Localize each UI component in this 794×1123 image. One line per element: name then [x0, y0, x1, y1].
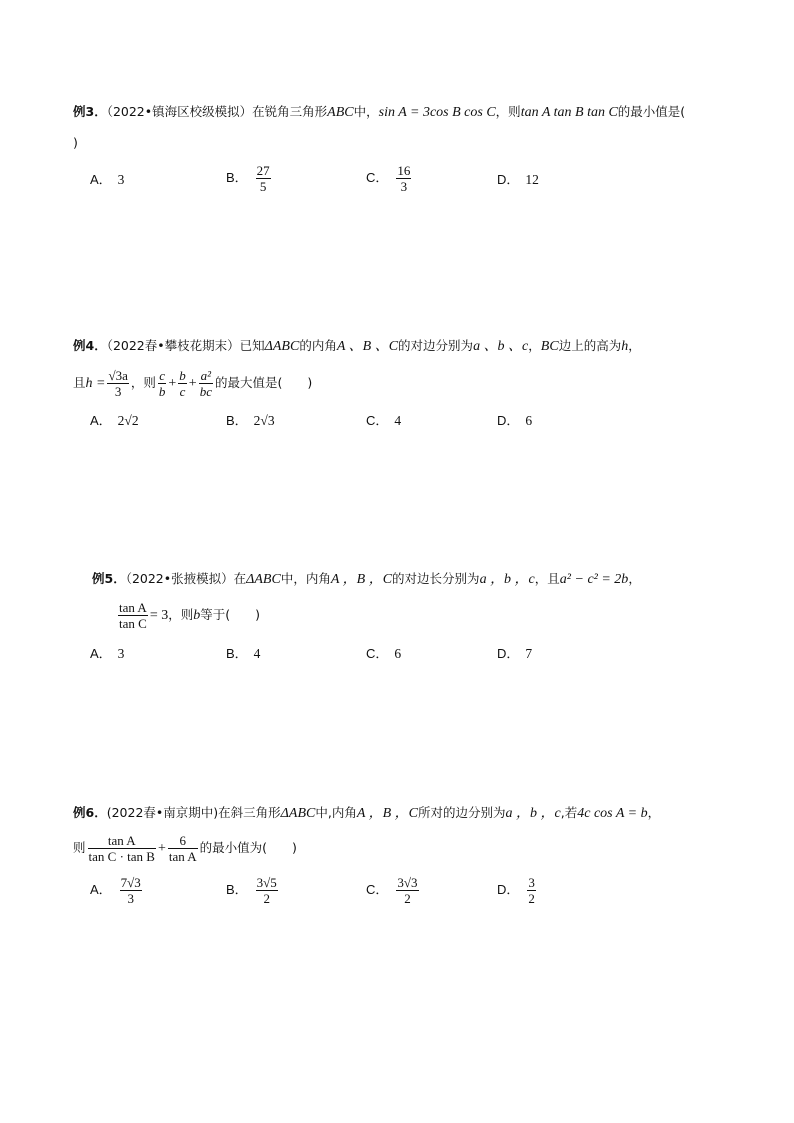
math: h = — [85, 376, 106, 391]
fraction: $\frac{6}{\text{tan A}}$ — [168, 833, 197, 864]
choice-c — [366, 163, 413, 194]
choice-d — [497, 170, 539, 190]
text: ， — [628, 571, 641, 586]
math: BC — [540, 339, 559, 354]
problem-label: 例6． — [73, 805, 107, 820]
problem-label: 例3． — [73, 104, 107, 119]
choice-b — [226, 644, 260, 664]
fraction: $\frac{16}{3}$ — [397, 163, 411, 194]
text: 中， — [353, 104, 379, 119]
math: a² − c² = 2b — [559, 572, 629, 587]
text: ， — [528, 338, 541, 353]
math: h — [621, 339, 629, 354]
text: 在 — [233, 571, 247, 586]
fraction: $\frac{3√5}{2}$ — [256, 875, 277, 906]
problem-source: （2022•张掖模拟） — [125, 571, 234, 586]
text: 等于( ) — [200, 607, 260, 622]
choice-value: 12 — [525, 172, 539, 187]
choice-letter: A． — [90, 172, 112, 187]
choice-b — [226, 163, 273, 194]
choice-b — [226, 875, 280, 906]
choice-value: 7 — [525, 646, 533, 661]
choice-value: 4 — [253, 646, 261, 661]
choice-letter: D． — [497, 172, 520, 187]
text: ， — [628, 338, 641, 353]
text: 的对边长分别为 — [392, 571, 480, 586]
choice-c — [366, 875, 421, 906]
choice-letter: C． — [366, 881, 389, 897]
choice-letter: A． — [90, 413, 112, 428]
math: A ，B ，C — [330, 572, 393, 587]
math: A 、B 、C — [336, 339, 399, 354]
math: sin A = 3cos B cos C — [378, 105, 496, 120]
choice-value: 4 — [394, 413, 402, 428]
text: 则 — [73, 840, 86, 855]
text: 已知 — [239, 338, 265, 353]
choice-letter: D． — [497, 646, 520, 661]
choice-letter: B． — [226, 881, 248, 897]
text: 在锐角三角形 — [252, 104, 328, 119]
math: a 、b 、c — [473, 339, 529, 354]
fraction: $\frac{b}{c}$ — [179, 368, 186, 399]
problem-source: （2022春•攀枝花期末） — [106, 338, 240, 353]
problem-3-line-1 — [73, 102, 685, 123]
fraction: $\frac{3}{2}$ — [528, 875, 535, 906]
text: ， — [647, 805, 661, 820]
text: ，则 — [168, 607, 194, 622]
choice-letter: A． — [90, 646, 112, 661]
text: 的最小值是( — [617, 104, 686, 119]
problem-source: (2022春•南京期中) — [106, 805, 219, 820]
math: a ，b ，c — [505, 806, 561, 821]
fraction: $\frac{√3a}{3}$ — [108, 368, 128, 399]
choice-a — [90, 170, 124, 190]
choice-letter: D． — [497, 881, 520, 897]
choice-d — [497, 411, 532, 431]
problem-3-line-2 — [73, 133, 78, 153]
text: 的对边分别为 — [398, 338, 474, 353]
fraction: $\frac{\text{a²}}{bc}$ — [199, 368, 212, 399]
problem-6-line-1 — [73, 803, 660, 824]
math: ΔABC — [246, 572, 281, 587]
choice-a — [90, 411, 139, 431]
choice-c — [366, 411, 401, 431]
choice-d — [497, 644, 532, 664]
fraction: $\frac{7√3}{3}$ — [120, 875, 141, 906]
math: 4c cos A = b — [577, 806, 648, 821]
choice-letter: B． — [226, 413, 248, 428]
choice-letter: B． — [226, 169, 248, 185]
text: ，且 — [534, 571, 560, 586]
choice-letter: C． — [366, 646, 389, 661]
choice-value: 2√3 — [253, 413, 275, 428]
problem-5-line-1 — [92, 569, 641, 590]
choice-letter: B． — [226, 646, 248, 661]
fraction: $\frac{\text{tan A}}{\text{tan C · tan B}}$ — [88, 833, 155, 864]
problem-label: 例4． — [73, 338, 107, 353]
choice-value: 3 — [117, 646, 125, 661]
choice-a — [90, 875, 144, 906]
text: 所对的边分别为 — [418, 805, 506, 820]
choice-letter: A． — [90, 881, 112, 897]
text: 的内角 — [299, 338, 337, 353]
text: 中，内角 — [280, 571, 331, 586]
math: = 3 — [149, 608, 169, 623]
choice-value: 3 — [117, 172, 125, 187]
choice-value: 6 — [394, 646, 402, 661]
math: b — [193, 608, 201, 623]
text: ,若 — [560, 805, 578, 820]
math: a ，b ，c — [479, 572, 535, 587]
problem-6-line-2: 则 $\frac{\text{tan A}}{\text{tan C · tan B}}$ + $\frac{6}{\text{tan A}}$ 的最小值为( ) — [73, 833, 297, 864]
text: ，则 — [495, 104, 521, 119]
text: 边上的高为 — [558, 338, 622, 353]
text: 的最大值是( ) — [214, 375, 313, 390]
text: ) — [73, 135, 78, 150]
text: 的最小值为( ) — [199, 840, 297, 855]
choice-value: 2√2 — [117, 413, 139, 428]
choice-letter: D． — [497, 413, 520, 428]
text: ，则 — [130, 375, 156, 390]
choice-value: 6 — [525, 413, 533, 428]
math: ΔABC — [264, 339, 300, 354]
choice-d — [497, 875, 538, 906]
math: tan A tan B tan C — [520, 105, 618, 120]
choice-c — [366, 644, 401, 664]
text: 且 — [73, 375, 86, 390]
choice-letter: C． — [366, 413, 389, 428]
problem-4-line-2: 且h = $\frac{√3a}{3}$ ，则 $\frac{c}{b}$ + $\frac{b}{c}$ + $\frac{\text{a²}}{bc}$ 的最大值是( ) — [73, 368, 313, 399]
choice-letter: C． — [366, 169, 389, 185]
problem-4-line-1 — [73, 336, 641, 357]
choice-a — [90, 644, 124, 664]
text: 在斜三角形 — [218, 805, 281, 820]
math: A ，B ，C — [356, 806, 419, 821]
problem-5-line-2 — [116, 598, 260, 633]
fraction: $\frac{c}{b}$ — [158, 368, 166, 399]
problem-source: （2022•镇海区校级模拟） — [106, 104, 253, 119]
problem-label: 例5． — [92, 571, 126, 586]
fraction: $\frac{27}{5}$ — [256, 163, 270, 194]
fraction: $\frac{\text{tan A}}{\text{tan C}}$ — [119, 600, 147, 631]
text: 中,内角 — [315, 805, 357, 820]
choice-b — [226, 411, 275, 431]
math: ΔABC — [280, 806, 316, 821]
fraction: $\frac{3√3}{2}$ — [397, 875, 418, 906]
math: ABC — [327, 105, 354, 120]
